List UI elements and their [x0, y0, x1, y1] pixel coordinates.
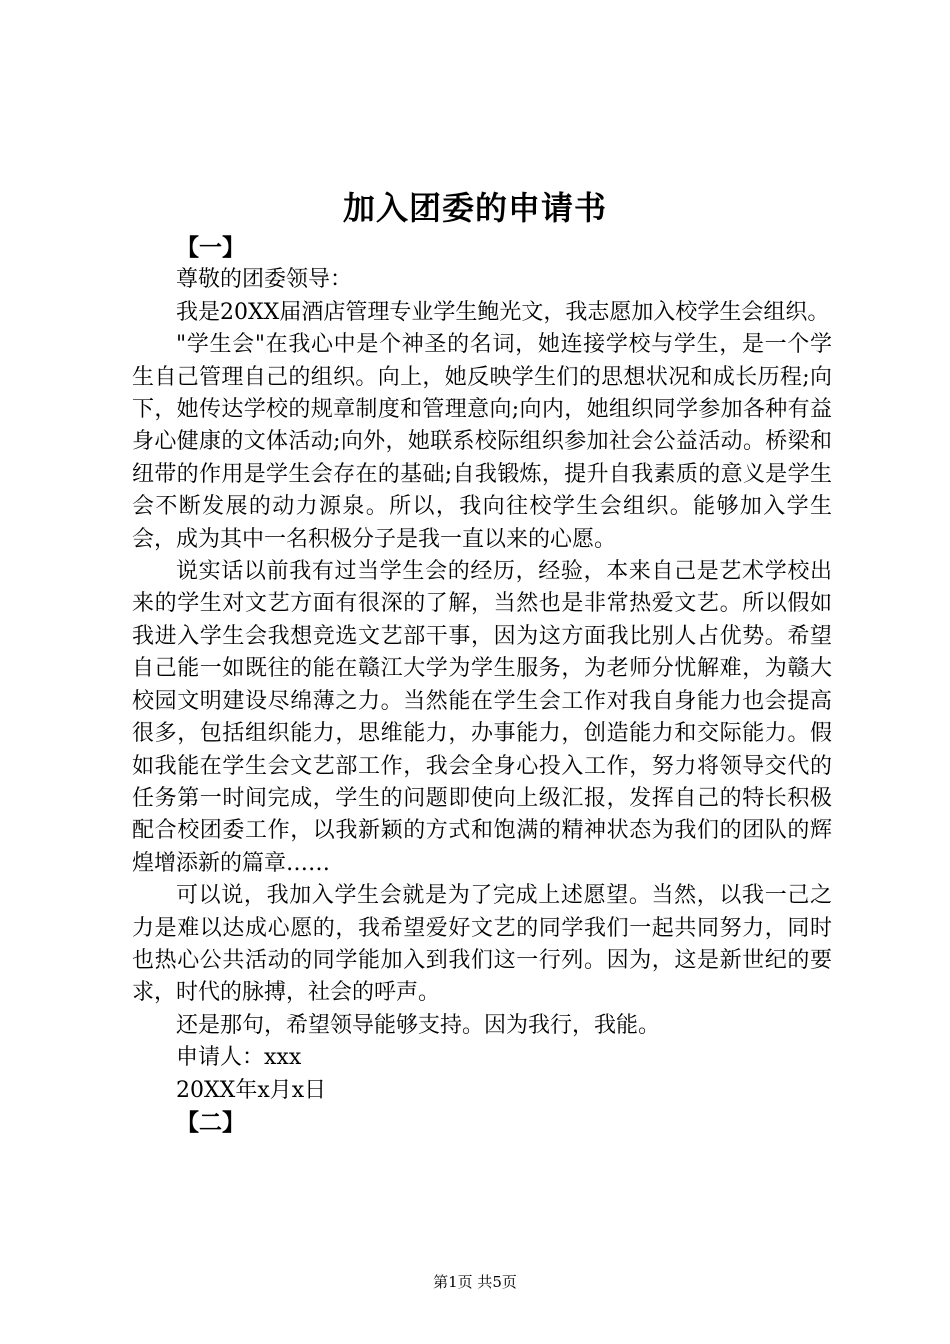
applicant-line: 申请人：xxx — [176, 1045, 302, 1071]
paragraph-wish: 可以说，我加入学生会就是为了完成上述愿望。当然，以我一己之力是难以达成心愿的，我希望爱好文艺的同学我们一起共同努力，同时也热心公共活动的同学能加入到我们这一行列。因为，这是新世纪的要求，时代的脉搏，社会的呼声。 — [132, 883, 832, 1006]
page-footer: 第1页 共5页 — [433, 1273, 517, 1291]
section-heading-one: 【一】 — [176, 234, 245, 261]
paragraph-closing: 还是那句，希望领导能够支持。因为我行，我能。 — [176, 1012, 661, 1038]
paragraph-experience: 说实话以前我有过当学生会的经历，经验，本来自己是艺术学校出来的学生对文艺方面有很深的了解，当然也是非常热爱文艺。所以假如我进入学生会我想竞选文艺部干事，因为这方面我比别人占优势。希望自己能一如既往的能在赣江大学为学生服务，为老师分忧解难，为赣大校园文明建设尽绵薄之力。当然能在学生会工作对我自身能力也会提高很多，包括组织能力，思维能力，办事能力，创造能力和交际能力。假如我能在学生会文艺部工作，我会全身心投入工作，努力将领导交代的任务第一时间完成，学生的问题即使向上级汇报，发挥自己的特长积极配合校团委工作，以我新颖的方式和饱满的精神状态为我们的团队的辉煌增添新的篇章…… — [132, 559, 832, 876]
document-body — [132, 232, 832, 1139]
paragraph-student-union: "学生会"在我心中是个神圣的名词，她连接学校与学生，是一个学生自己管理自己的组织。向上，她反映学生们的思想状况和成长历程;向下，她传达学校的规章制度和管理意向;向内，她组织同学参加各种有益身心健康的文体活动;向外，她联系校际组织参加社会公益活动。桥梁和纽带的作用是学生会存在的基础;自我锻炼，提升自我素质的意义是学生会不断发展的动力源泉。所以，我向往校学生会组织。能够加入学生会，成为其中一名积极分子是我一直以来的心愿。 — [132, 332, 832, 552]
date-line: 20XX年x月x日 — [176, 1077, 327, 1103]
section-heading-two: 【二】 — [176, 1108, 245, 1136]
paragraph-intro: 我是20XX届酒店管理专业学生鲍光文，我志愿加入校学生会组织。 — [176, 299, 830, 325]
document-title: 加入团委的申请书 — [342, 189, 607, 227]
salutation: 尊敬的团委领导： — [176, 267, 353, 293]
